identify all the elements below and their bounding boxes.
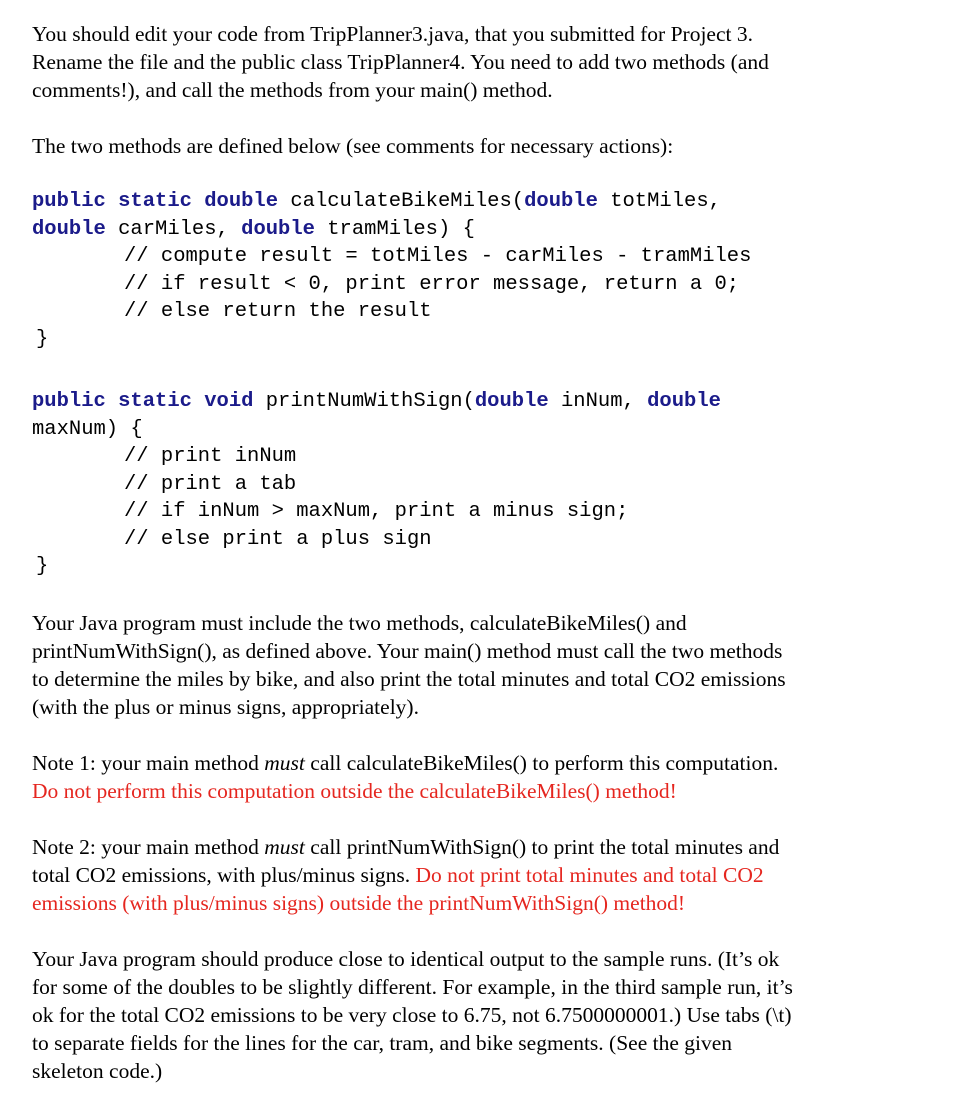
method2-comment-1: // print inNum	[124, 445, 297, 468]
method2-close-brace: }	[36, 555, 49, 578]
note-1-line-1	[32, 749, 932, 777]
method1-signature-line-2	[32, 216, 932, 244]
method2-signature-line-1	[32, 388, 932, 416]
intro-line-1: You should edit your code from TripPlanner3.java, that you submitted for Project 3.	[32, 22, 753, 46]
note-2-line-2-text: total CO2 emissions, with plus/minus signs.	[32, 862, 416, 887]
note-1-must: must	[264, 750, 305, 775]
note-1-paragraph	[32, 749, 932, 805]
method1-param-3: tramMiles) {	[314, 217, 475, 241]
output-note-line-5: skeleton code.)	[32, 1058, 163, 1083]
note-2-prefix: Note 2: your main method	[32, 834, 265, 859]
method2-comment-3: // if inNum > maxNum, print a minus sign;	[124, 500, 629, 523]
note-2-paragraph	[32, 833, 932, 917]
note-2-warning-start: Do not print total minutes and total CO2	[415, 862, 764, 887]
method1-name: calculateBikeMiles(	[278, 190, 525, 213]
output-note-line-4: to separate fields for the lines for the car, tram, and bike segments. (See the given	[32, 1030, 733, 1055]
intro-line-2: Rename the file and the public class TripPlanner4. You need to add two methods (and	[32, 50, 769, 74]
method-calculate-bike-miles	[32, 188, 932, 353]
intro-line-3: comments!), and call the methods from your main() method.	[32, 78, 553, 102]
method1-close-brace: }	[36, 327, 49, 351]
method-print-num-with-sign	[32, 388, 932, 581]
method1-comment-2: // if result < 0, print error message, return a 0;	[124, 272, 740, 296]
method1-param-1: totMiles,	[597, 190, 721, 213]
method1-keyword-modifiers: public static double	[32, 190, 279, 213]
method1-type-2: double	[32, 217, 106, 241]
method2-type-2: double	[647, 390, 721, 413]
note-2-must: must	[264, 834, 305, 859]
document-page	[32, 16, 932, 1085]
method2-type-1: double	[474, 390, 549, 413]
method1-signature-line-1	[32, 188, 932, 216]
method2-param-1: inNum,	[548, 390, 648, 413]
output-note-line-1: Your Java program should produce close to identical output to the sample runs. (It’s ok	[32, 946, 780, 971]
requirement-line-3: to determine the miles by bike, and also print the total minutes and total CO2 emissions	[32, 666, 786, 691]
requirement-line-1: Your Java program must include the two methods, calculateBikeMiles() and	[32, 610, 687, 635]
method2-comment-2: // print a tab	[124, 472, 297, 496]
method2-signature-line-2: maxNum) {	[32, 417, 143, 441]
output-note-line-2: for some of the doubles to be slightly different. For example, in the third sample run, it’s	[32, 974, 793, 999]
output-note-paragraph	[32, 945, 932, 1085]
method1-comment-1: // compute result = totMiles - carMiles - tramMiles	[124, 245, 752, 268]
method1-type-3: double	[241, 217, 315, 241]
note-2-suffix: call printNumWithSign() to print the total minutes and	[304, 834, 780, 859]
requirement-line-2: printNumWithSign(), as defined above. Your main() method must call the two methods	[32, 638, 783, 663]
method1-comment-3: // else return the result	[124, 300, 432, 323]
requirement-paragraph	[32, 609, 932, 721]
methods-defined-heading: The two methods are defined below (see comments for necessary actions):	[32, 134, 674, 158]
method1-type-1: double	[524, 190, 598, 213]
output-note-line-3: ok for the total CO2 emissions to be very close to 6.75, not 6.7500000001.) Use tabs (\t)	[32, 1002, 792, 1027]
method2-name: printNumWithSign(	[253, 390, 475, 413]
note-1-suffix: call calculateBikeMiles() to perform this computation.	[304, 750, 779, 775]
note-2-warning-end: emissions (with plus/minus signs) outside the printNumWithSign() method!	[32, 890, 686, 915]
method1-param-2: carMiles,	[105, 217, 242, 241]
note-2-line-1	[32, 833, 932, 861]
note-2-line-2	[32, 861, 932, 889]
note-1-prefix: Note 1: your main method	[32, 750, 265, 775]
intro-paragraph	[32, 20, 932, 104]
method2-comment-4: // else print a plus sign	[124, 527, 432, 551]
requirement-line-4: (with the plus or minus signs, appropriately).	[32, 694, 419, 719]
note-1-warning: Do not perform this computation outside the calculateBikeMiles() method!	[32, 778, 677, 803]
method2-keyword-modifiers: public static void	[32, 390, 254, 413]
